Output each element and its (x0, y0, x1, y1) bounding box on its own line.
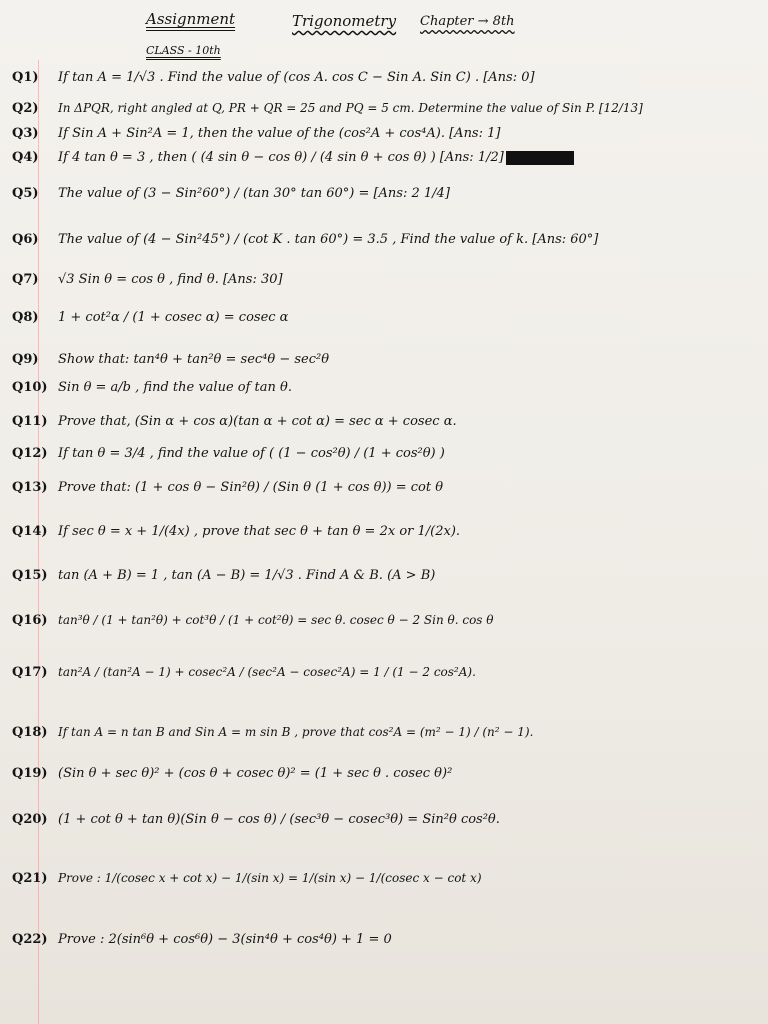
question-row (12, 612, 494, 629)
question-row (12, 568, 435, 584)
question-number: Q21) (12, 871, 48, 886)
question-number: Q4) (12, 150, 39, 165)
question-number: Q20) (12, 812, 48, 827)
question-row (12, 870, 482, 887)
question-number: Q1) (12, 70, 39, 85)
question-text: Sin θ = a/b , find the value of tan θ. (58, 380, 292, 395)
question-row (12, 766, 452, 782)
chapter-label: Chapter → 8th (420, 14, 515, 29)
question-number: Q5) (12, 186, 39, 201)
question-text: √3 Sin θ = cos θ , find θ. [Ans: 30] (58, 272, 283, 287)
question-row (12, 414, 457, 430)
question-number: Q13) (12, 480, 48, 495)
subject-title: Trigonometry (292, 12, 397, 30)
question-row (12, 480, 443, 496)
question-row (12, 186, 450, 202)
question-number: Q8) (12, 310, 39, 325)
question-row (12, 812, 500, 828)
question-number: Q2) (12, 101, 39, 116)
question-row (12, 150, 574, 166)
question-row (12, 380, 292, 396)
question-text: Show that: tan⁴θ + tan²θ = sec⁴θ − sec²θ (58, 352, 330, 367)
question-number: Q3) (12, 126, 39, 141)
question-text: tan³θ / (1 + tan²θ) + cot³θ / (1 + cot²θ) = sec θ. cosec θ − 2 Sin θ. cos θ (58, 613, 494, 627)
assignment-title: Assignment (146, 10, 236, 28)
question-text: Prove : 1/(cosec x + cot x) − 1/(sin x) = 1/(sin x) − 1/(cosec x − cot x) (58, 871, 482, 885)
question-row (12, 932, 392, 948)
question-row (12, 664, 476, 681)
question-number: Q14) (12, 524, 48, 539)
question-number: Q7) (12, 272, 39, 287)
question-row (12, 446, 445, 462)
question-text: In ΔPQR, right angled at Q, PR + QR = 25 and PQ = 5 cm. Determine the value of Sin P. [12/13] (58, 101, 643, 115)
question-text: (1 + cot θ + tan θ)(Sin θ − cos θ) / (sec³θ − cosec³θ) = Sin²θ cos²θ. (58, 812, 500, 827)
question-number: Q9) (12, 352, 39, 367)
question-row (12, 232, 598, 248)
question-text: Prove that, (Sin α + cos α)(tan α + cot α) = sec α + cosec α. (58, 414, 457, 429)
question-row (12, 724, 533, 741)
class-label: CLASS - 10th (146, 44, 221, 57)
question-text: If sec θ = x + 1/(4x) , prove that sec θ + tan θ = 2x or 1/(2x). (58, 524, 461, 539)
question-row (12, 70, 535, 86)
question-number: Q10) (12, 380, 48, 395)
question-number: Q19) (12, 766, 48, 781)
question-text: If Sin A + Sin²A = 1, then the value of the (cos²A + cos⁴A). [Ans: 1] (58, 126, 501, 141)
question-text: tan²A / (tan²A − 1) + cosec²A / (sec²A − cosec²A) = 1 / (1 − 2 cos²A). (58, 665, 476, 679)
question-text: The value of (3 − Sin²60°) / (tan 30° tan 60°) = [Ans: 2 1/4] (58, 186, 450, 201)
question-row (12, 524, 460, 540)
question-text: (Sin θ + sec θ)² + (cos θ + cosec θ)² = (1 + sec θ . cosec θ)² (58, 766, 453, 781)
question-row (12, 310, 288, 326)
question-text: 1 + cot²α / (1 + cosec α) = cosec α (58, 310, 289, 325)
question-text: If tan A = 1/√3 . Find the value of (cos A. cos C − Sin A. Sin C) . [Ans: 0] (58, 70, 535, 85)
question-row (12, 126, 500, 142)
question-text: Prove : 2(sin⁶θ + cos⁶θ) − 3(sin⁴θ + cos⁴θ) + 1 = 0 (58, 932, 392, 947)
question-text: If tan θ = 3/4 , find the value of ( (1 − cos²θ) / (1 + cos²θ) ) (58, 446, 445, 461)
question-text: If 4 tan θ = 3 , then ( (4 sin θ − cos θ) / (4 sin θ + cos θ) ) [Ans: 1/2] (58, 150, 504, 165)
question-text: If tan A = n tan B and Sin A = m sin B , prove that cos²A = (m² − 1) / (n² − 1). (58, 725, 534, 739)
question-row (12, 272, 283, 288)
question-text: Prove that: (1 + cos θ − Sin²θ) / (Sin θ (1 + cos θ)) = cot θ (58, 480, 444, 495)
question-number: Q11) (12, 414, 48, 429)
question-number: Q22) (12, 932, 48, 947)
question-number: Q18) (12, 725, 48, 740)
question-number: Q15) (12, 568, 48, 583)
question-number: Q17) (12, 665, 48, 680)
question-row (12, 352, 329, 368)
question-text: The value of (4 − Sin²45°) / (cot K . tan 60°) = 3.5 , Find the value of k. [Ans: 60°] (58, 232, 599, 247)
redaction-mark (506, 151, 574, 165)
question-row (12, 100, 643, 117)
question-number: Q6) (12, 232, 39, 247)
question-text: tan (A + B) = 1 , tan (A − B) = 1/√3 . Find A & B. (A > B) (58, 568, 436, 583)
question-number: Q16) (12, 613, 48, 628)
question-number: Q12) (12, 446, 48, 461)
